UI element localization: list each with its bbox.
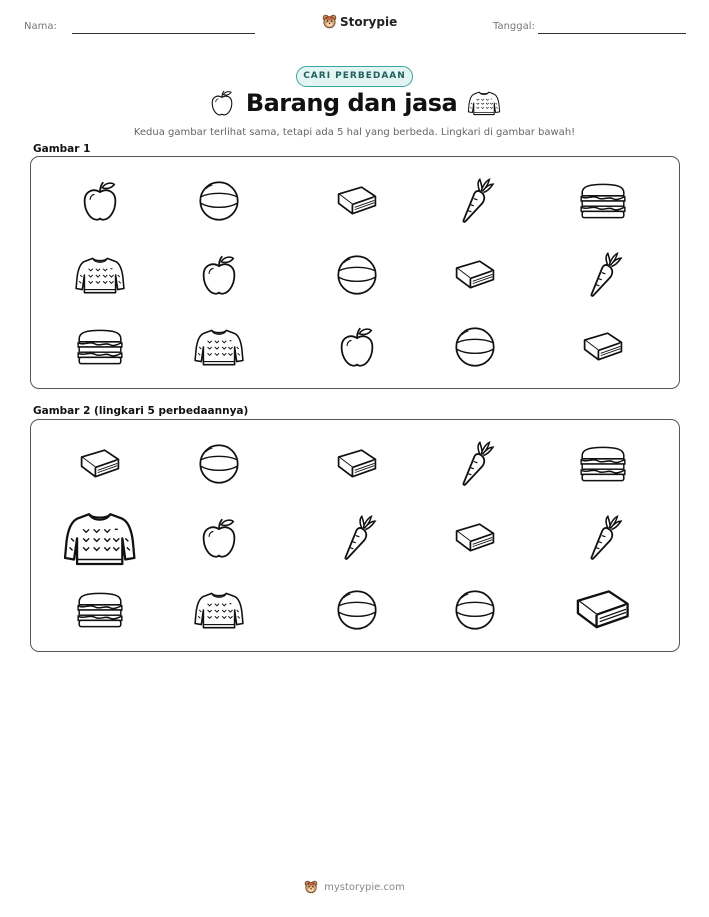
carrot-icon[interactable] <box>451 437 499 491</box>
book-icon <box>450 252 500 298</box>
brand-name: Storypie <box>340 14 398 29</box>
book-icon[interactable] <box>332 441 382 487</box>
apple-icon <box>335 325 379 369</box>
activity-badge: CARI PERBEDAAN <box>296 66 413 87</box>
apple-icon <box>78 179 122 223</box>
book-icon[interactable] <box>75 441 125 487</box>
carrot-icon <box>579 248 627 302</box>
date-field-line[interactable] <box>538 33 686 34</box>
name-label: Nama: <box>24 21 57 32</box>
book-icon[interactable] <box>569 579 637 641</box>
bear-logo-icon <box>304 880 318 894</box>
apple-icon <box>208 89 236 117</box>
picture1-label: Gambar 1 <box>33 143 91 155</box>
apple-icon[interactable] <box>197 516 241 560</box>
sweater-icon <box>193 324 245 370</box>
book-icon <box>332 178 382 224</box>
ball-icon <box>453 325 497 369</box>
carrot-icon[interactable] <box>333 511 381 565</box>
apple-icon <box>197 253 241 297</box>
carrot-icon <box>451 174 499 228</box>
picture1-panel <box>30 156 680 389</box>
ball-icon <box>197 179 241 223</box>
sandwich-icon <box>577 180 629 222</box>
sandwich-icon[interactable] <box>577 443 629 485</box>
ball-icon <box>335 253 379 297</box>
brand-logo <box>322 14 397 29</box>
ball-icon[interactable] <box>453 588 497 632</box>
name-field-line[interactable] <box>72 33 255 34</box>
sweater-icon[interactable] <box>62 505 137 572</box>
ball-icon[interactable] <box>197 442 241 486</box>
footer <box>0 880 709 894</box>
sweater-icon <box>467 89 501 117</box>
picture2-panel[interactable] <box>30 419 680 652</box>
ball-icon[interactable] <box>335 588 379 632</box>
page-title: Barang dan jasa <box>245 89 458 117</box>
instructions: Kedua gambar terlihat sama, tetapi ada 5 hal yang berbeda. Lingkari di gambar bawah! <box>133 127 576 138</box>
sandwich-icon[interactable] <box>74 589 126 631</box>
date-label: Tanggal: <box>493 21 535 32</box>
book-icon[interactable] <box>450 515 500 561</box>
sweater-icon[interactable] <box>193 587 245 633</box>
title-row <box>0 89 709 117</box>
picture2-label: Gambar 2 (lingkari 5 perbedaannya) <box>33 405 249 417</box>
footer-url[interactable]: mystorypie.com <box>324 881 405 893</box>
book-icon <box>578 324 628 370</box>
carrot-icon[interactable] <box>579 511 627 565</box>
sweater-icon <box>74 252 126 298</box>
sandwich-icon <box>74 326 126 368</box>
bear-logo-icon <box>322 14 337 29</box>
